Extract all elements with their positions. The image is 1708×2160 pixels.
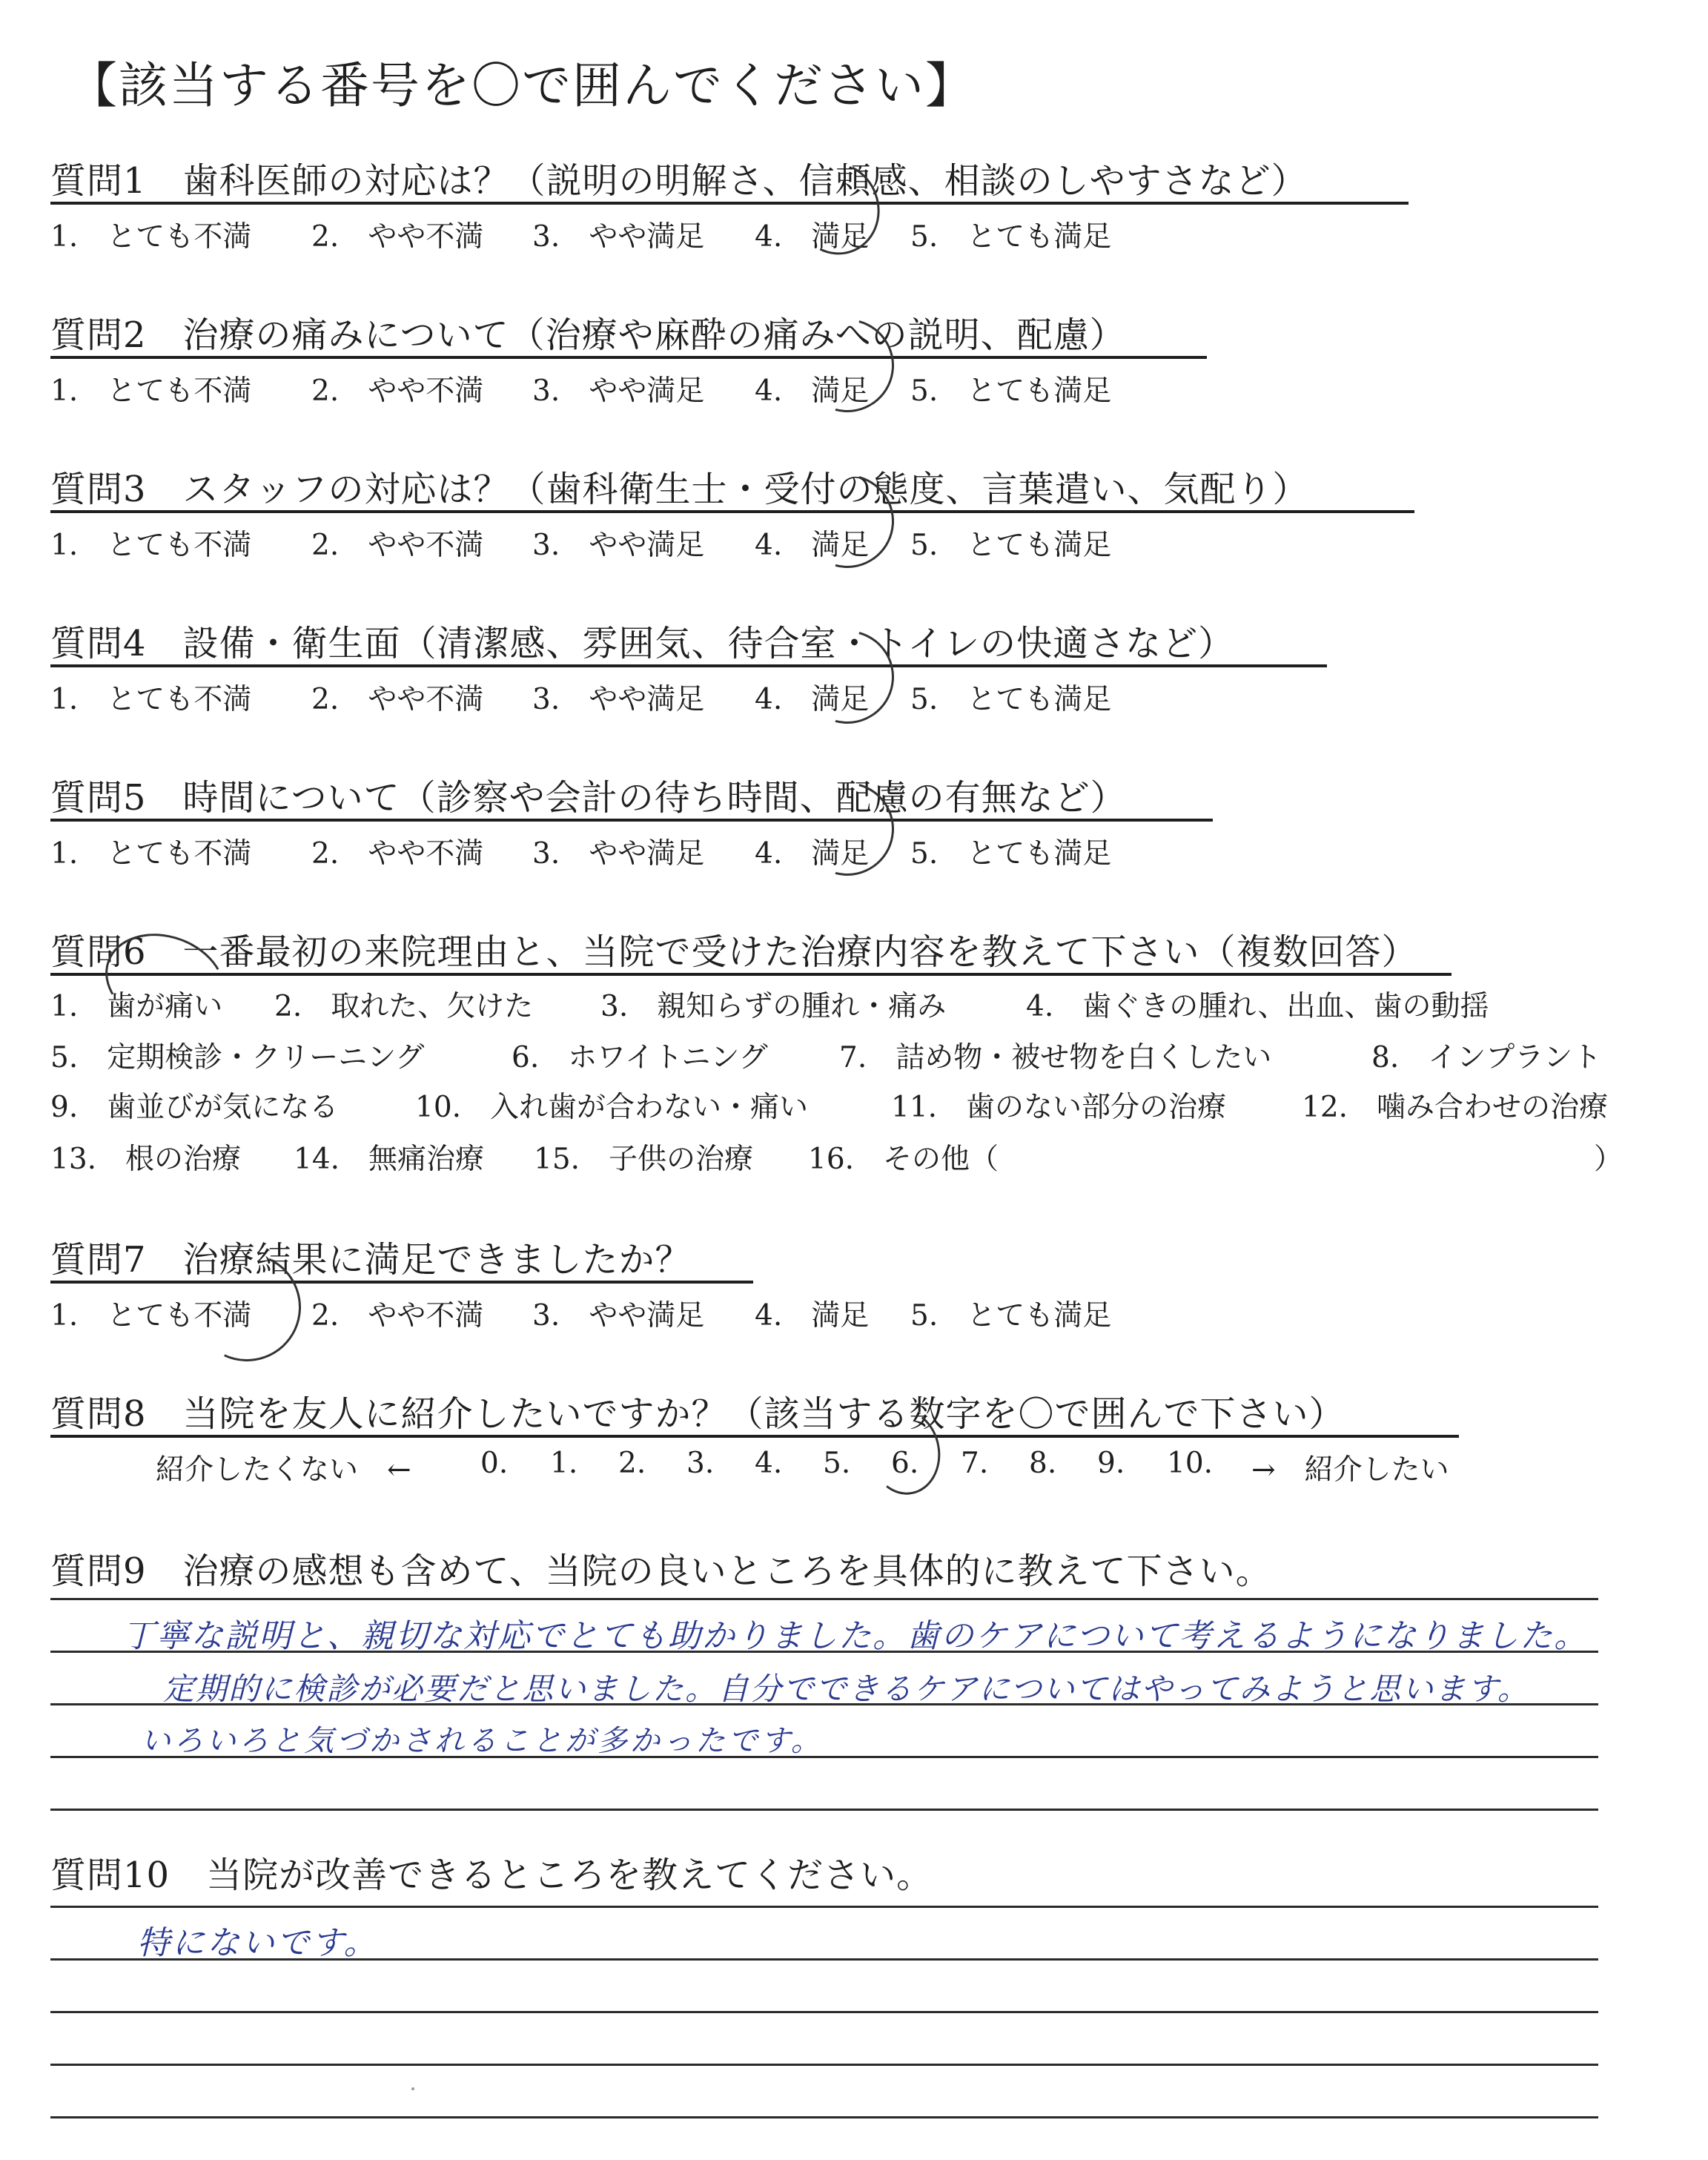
option-13[interactable]: 13. 根の治療	[50, 1143, 242, 1176]
answer-line	[50, 2011, 1598, 2013]
option-2[interactable]: 2. 取れた、欠けた	[274, 990, 534, 1023]
question-7-underline	[50, 1281, 753, 1284]
scale-7[interactable]: 7.	[961, 1447, 989, 1480]
option-7[interactable]: 7. 詰め物・被せ物を白くしたい	[839, 1041, 1272, 1074]
option-3[interactable]: 3. やや満足	[532, 1299, 705, 1332]
option-15[interactable]: 15. 子供の治療	[534, 1143, 754, 1176]
option-9[interactable]: 9. 歯並びが気になる	[50, 1091, 339, 1124]
handwritten-answer-line: 丁寧な説明と、親切な対応でとても助かりました。歯のケアについて考えるようになりました。	[122, 1617, 1589, 1655]
scale-8[interactable]: 8.	[1029, 1447, 1057, 1480]
option-1[interactable]: 1. とても不満	[50, 683, 252, 716]
option-2[interactable]: 2. やや不満	[311, 374, 484, 408]
option-4[interactable]: 4. 満足	[755, 683, 870, 716]
option-1[interactable]: 1. 歯が痛い	[50, 990, 223, 1023]
option-4[interactable]: 4. 満足	[755, 374, 870, 408]
question-4-title: 質問4 設備・衛生面（清潔感、雰囲気、待合室・トイレの快適さなど）	[50, 623, 1235, 664]
scale-2[interactable]: 2.	[618, 1447, 646, 1480]
option-3[interactable]: 3. やや満足	[532, 683, 705, 716]
scale-10[interactable]: 10.	[1167, 1447, 1214, 1480]
option-4[interactable]: 4. 歯ぐきの腫れ、出血、歯の動揺	[1026, 990, 1489, 1023]
option-3[interactable]: 3. やや満足	[532, 529, 705, 562]
option-2[interactable]: 2. やや不満	[311, 220, 484, 254]
option-1[interactable]: 1. とても不満	[50, 529, 252, 562]
answer-line	[50, 2116, 1598, 2118]
option-14[interactable]: 14. 無痛治療	[294, 1143, 485, 1176]
form-heading: 【該当する番号を〇で囲んでください】	[68, 57, 976, 114]
option-16[interactable]: 16. その他（	[808, 1143, 999, 1176]
question-3-title: 質問3 スタッフの対応は？（歯科衛生士・受付の態度、言葉遣い、気配り）	[50, 469, 1309, 510]
option-3[interactable]: 3. やや満足	[532, 374, 705, 408]
scan-speck	[411, 2087, 414, 2090]
question-2-underline	[50, 356, 1207, 359]
scale-0[interactable]: 0.	[480, 1447, 509, 1480]
option-2[interactable]: 2. やや不満	[311, 529, 484, 562]
scale-3[interactable]: 3.	[686, 1447, 715, 1480]
option-10[interactable]: 10. 入れ歯が合わない・痛い	[415, 1091, 809, 1124]
option-2[interactable]: 2. やや不満	[311, 1299, 484, 1332]
option-3[interactable]: 3. 親知らずの腫れ・痛み	[600, 990, 947, 1023]
option-8[interactable]: 8. インプラント	[1371, 1041, 1602, 1074]
question-9-title: 質問9 治療の感想も含めて、当院の良いところを具体的に教えて下さい。	[50, 1550, 1272, 1592]
option-1[interactable]: 1. とても不満	[50, 374, 252, 408]
option-5[interactable]: 5. とても満足	[910, 1299, 1112, 1332]
option-4[interactable]: 4. 満足	[755, 837, 870, 871]
option-1[interactable]: 1. とても不満	[50, 1299, 252, 1332]
question-6-underline	[50, 973, 1452, 976]
question-8-title: 質問8 当院を友人に紹介したいですか？（該当する数字を〇で囲んで下さい）	[50, 1393, 1345, 1435]
option-4[interactable]: 4. 満足	[755, 1299, 870, 1332]
option-4[interactable]: 4. 満足	[755, 220, 870, 254]
option-5[interactable]: 5. 定期検診・クリーニング	[50, 1041, 425, 1074]
other-close-paren: ）	[1594, 1143, 1623, 1176]
option-3[interactable]: 3. やや満足	[532, 220, 705, 254]
option-2[interactable]: 2. やや不満	[311, 837, 484, 871]
option-5[interactable]: 5. とても満足	[910, 837, 1112, 871]
question-1-underline	[50, 202, 1409, 205]
option-5[interactable]: 5. とても満足	[910, 683, 1112, 716]
scale-9[interactable]: 9.	[1097, 1447, 1125, 1480]
handwritten-answer-line: いろいろと気づかされることが多かったです。	[141, 1724, 824, 1758]
question-4-underline	[50, 664, 1327, 667]
question-2-title: 質問2 治療の痛みについて（治療や麻酔の痛みへの説明、配慮）	[50, 314, 1126, 356]
answer-line	[50, 1598, 1598, 1600]
option-5[interactable]: 5. とても満足	[910, 374, 1112, 408]
option-1[interactable]: 1. とても不満	[50, 837, 252, 871]
option-3[interactable]: 3. やや満足	[532, 837, 705, 871]
option-5[interactable]: 5. とても満足	[910, 220, 1112, 254]
question-3-underline	[50, 510, 1414, 513]
scale-5[interactable]: 5.	[823, 1447, 851, 1480]
answer-line	[50, 1906, 1598, 1908]
question-10-title: 質問10 当院が改善できるところを教えてください。	[50, 1855, 933, 1896]
option-4[interactable]: 4. 満足	[755, 529, 870, 562]
question-8-underline	[50, 1435, 1459, 1438]
handwritten-answer-line: 特にないです。	[137, 1924, 379, 1962]
answer-line	[50, 1809, 1598, 1811]
scale-1[interactable]: 1.	[550, 1447, 578, 1480]
question-5-underline	[50, 819, 1213, 822]
question-1-title: 質問1 歯科医師の対応は？（説明の明解さ、信頼感、相談のしやすさなど）	[50, 160, 1308, 202]
option-1[interactable]: 1. とても不満	[50, 220, 252, 254]
question-5-title: 質問5 時間について（診察や会計の待ち時間、配慮の有無など）	[50, 777, 1127, 819]
scale-4[interactable]: 4.	[755, 1447, 783, 1480]
scale-6[interactable]: 6.	[891, 1447, 919, 1480]
option-2[interactable]: 2. やや不満	[311, 683, 484, 716]
question-7-title: 質問7 治療結果に満足できましたか？	[50, 1239, 692, 1281]
option-5[interactable]: 5. とても満足	[910, 529, 1112, 562]
handwritten-answer-line: 定期的に検診が必要だと思いました。自分でできるケアについてはやってみようと思います。	[163, 1671, 1530, 1707]
scale-right-label: → 紹介したい	[1251, 1453, 1449, 1487]
question-6-title: 質問6 一番最初の来院理由と、当院で受けた治療内容を教えて下さい（複数回答）	[50, 931, 1418, 973]
scale-left-label: 紹介したくない ←	[156, 1453, 411, 1487]
option-11[interactable]: 11. 歯のない部分の治療	[891, 1091, 1227, 1124]
option-12[interactable]: 12. 噛み合わせの治療	[1302, 1091, 1609, 1124]
answer-line	[50, 2064, 1598, 2066]
option-6[interactable]: 6. ホワイトニング	[512, 1041, 768, 1074]
